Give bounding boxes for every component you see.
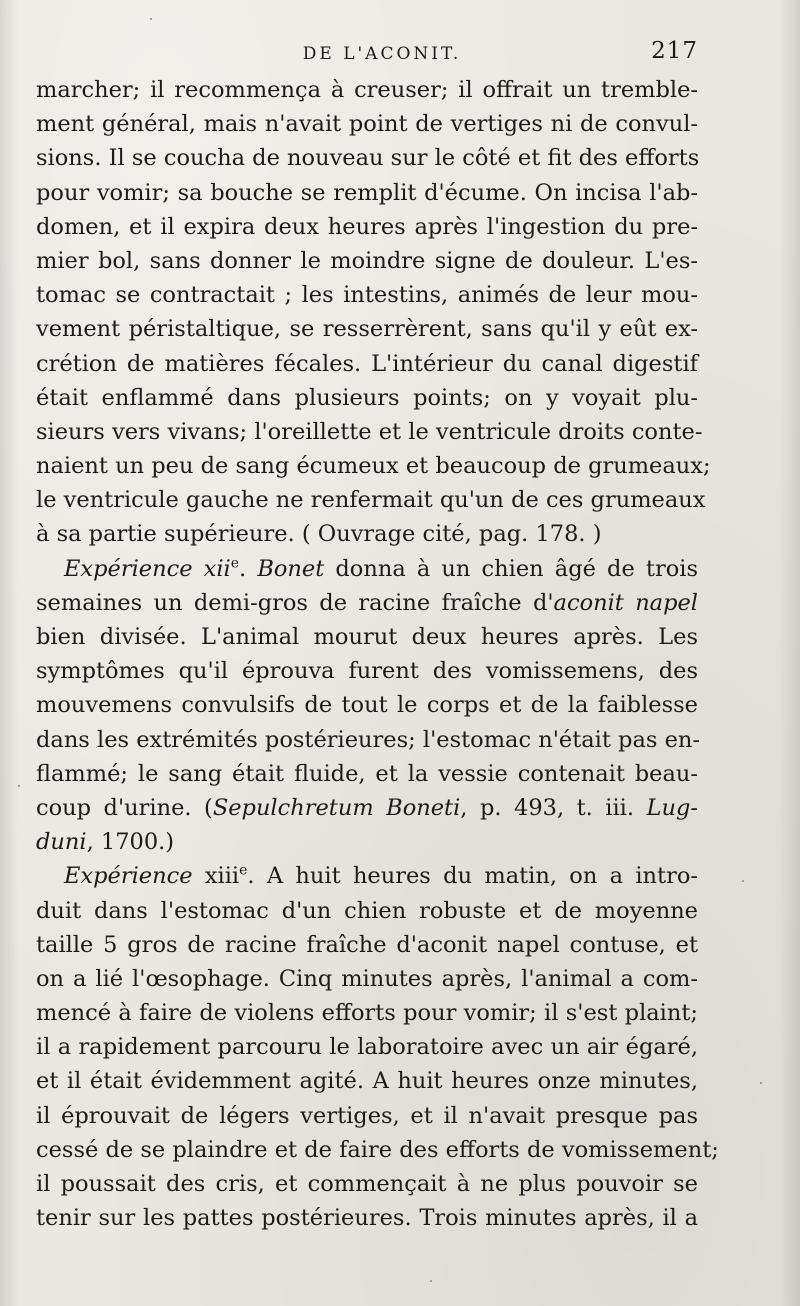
text-segment: flammé; le sang était fluide, et la vessie contenait beau-	[36, 760, 698, 787]
text-line	[36, 859, 698, 893]
text-line	[36, 244, 698, 278]
paper-speck	[18, 785, 20, 787]
text-segment: à sa partie supérieure. ( Ouvrage cité, pag. 178. )	[36, 521, 602, 548]
text-line	[36, 1030, 698, 1064]
italic-text: Lug-	[646, 794, 698, 821]
italic-text: Bonet	[257, 555, 325, 582]
text-segment: marcher; il recommença à creuser; il offrait un tremble-	[36, 77, 698, 103]
paper-speck	[150, 18, 152, 20]
italic-text: aconit napel	[553, 589, 699, 616]
paper-speck	[430, 1280, 432, 1282]
text-segment: sions. Il se coucha de nouveau sur le côté et fit des efforts	[36, 145, 700, 172]
text-line	[36, 962, 698, 996]
text-segment: mier bol, sans donner le moindre signe de douleur. L'es-	[36, 247, 698, 274]
text-segment: et il était évidemment agité. A huit heures onze minutes,	[36, 1068, 698, 1095]
text-segment: xiii	[192, 863, 240, 890]
text-line	[36, 278, 698, 312]
text-line	[36, 620, 698, 654]
text-line	[36, 483, 706, 517]
text-segment: donna à un chien âgé de trois	[324, 555, 698, 582]
text-line	[36, 73, 698, 107]
text-line	[36, 757, 698, 791]
text-line	[36, 894, 698, 928]
italic-text: Expérience xii	[64, 555, 231, 582]
text-line	[36, 1064, 698, 1098]
text-line	[36, 996, 698, 1030]
text-line	[36, 1133, 719, 1167]
text-line	[36, 210, 698, 244]
paper-speck	[760, 1082, 762, 1084]
text-segment: domen, et il expira deux heures après l'ingestion du pre-	[36, 213, 698, 240]
italic-text: Expérience	[64, 863, 193, 890]
text-segment: sieurs vers vivans; l'oreillette et le ventricule droits conte-	[36, 418, 703, 445]
italic-text: duni	[36, 829, 87, 856]
text-line	[36, 415, 703, 449]
superscript: e	[230, 555, 240, 572]
text-line	[36, 928, 698, 962]
text-segment: naient un peu de sang écumeux et beaucoup de grumeaux;	[36, 453, 711, 480]
text-line	[36, 107, 698, 141]
italic-text: Sepulchretum Boneti	[212, 794, 461, 821]
superscript: e	[239, 862, 248, 879]
text-segment: bien divisée. L'animal mourut deux heures après. Les	[36, 624, 698, 650]
text-segment: il éprouvait de légers vertiges, et il n'avait presque pas	[36, 1102, 698, 1129]
text-segment: mencé à faire de violens efforts pour vomir; il s'est plaint;	[36, 1000, 698, 1027]
text-segment: vement péristaltique, se resserrèrent, sans qu'il y eût ex-	[36, 316, 698, 343]
text-line	[36, 176, 698, 210]
text-line	[36, 654, 698, 688]
text-line	[36, 586, 698, 620]
paper-speck	[742, 880, 744, 882]
text-segment: il a rapidement parcouru le laboratoire avec un air égaré,	[36, 1034, 698, 1061]
text-segment: dans les extrémités postérieures; l'estomac n'était pas en-	[36, 726, 700, 753]
text-line	[36, 517, 698, 551]
text-segment: duit dans l'estomac d'un chien robuste et de moyenne	[36, 897, 698, 924]
text-line	[36, 1167, 698, 1201]
text-line	[36, 791, 698, 825]
text-line	[36, 381, 698, 415]
text-segment: . A huit heures du matin, on a intro-	[247, 863, 698, 890]
text-line	[36, 825, 698, 859]
text-segment: on a lié l'œsophage. Cinq minutes après, l'animal a com-	[36, 965, 698, 992]
text-segment: était enflammé dans plusieurs points; on y voyait plu-	[36, 384, 698, 411]
text-segment: .	[239, 555, 258, 582]
text-segment: tenir sur les pattes postérieures. Trois minutes après, il a	[36, 1205, 698, 1232]
text-segment: , 1700.)	[86, 829, 175, 856]
text-line	[36, 1099, 698, 1133]
text-line	[36, 449, 711, 483]
running-head: DE L'ACONIT.	[302, 44, 462, 64]
text-line	[36, 688, 698, 722]
text-segment: ment général, mais n'avait point de vertiges ni de convul-	[36, 111, 698, 138]
text-line	[36, 723, 698, 757]
text-line	[36, 552, 698, 586]
text-segment: il poussait des cris, et commençait à ne plus pouvoir se	[36, 1171, 698, 1197]
text-segment: le ventricule gauche ne renfermait qu'un de ces grumeaux	[36, 487, 706, 514]
text-line	[36, 141, 698, 175]
text-segment: tomac se contractait ; les intestins, animés de leur mou-	[36, 282, 698, 309]
text-segment: coup d'urine. (	[36, 794, 213, 821]
text-segment: pour vomir; sa bouche se remplit d'écume. On incisa l'ab-	[36, 179, 698, 206]
text-segment: crétion de matières fécales. L'intérieur du canal digestif	[36, 350, 698, 377]
text-segment: , p. 493, t. iii.	[460, 794, 647, 821]
page-number: 217	[651, 38, 698, 64]
page-header	[36, 38, 698, 72]
text-segment: semaines un demi-gros de racine fraîche d'	[36, 589, 554, 616]
text-segment: mouvemens convulsifs de tout le corps et de la faiblesse	[36, 692, 698, 719]
text-line	[36, 1201, 698, 1235]
text-segment: symptômes qu'il éprouva furent des vomissemens, des	[36, 658, 698, 685]
text-line	[36, 312, 698, 346]
text-segment: cessé de se plaindre et de faire des efforts de vomissement;	[36, 1136, 719, 1163]
body-text	[36, 73, 719, 1235]
text-segment: taille 5 gros de racine fraîche d'aconit napel contuse, et	[36, 931, 698, 958]
text-line	[36, 347, 698, 381]
